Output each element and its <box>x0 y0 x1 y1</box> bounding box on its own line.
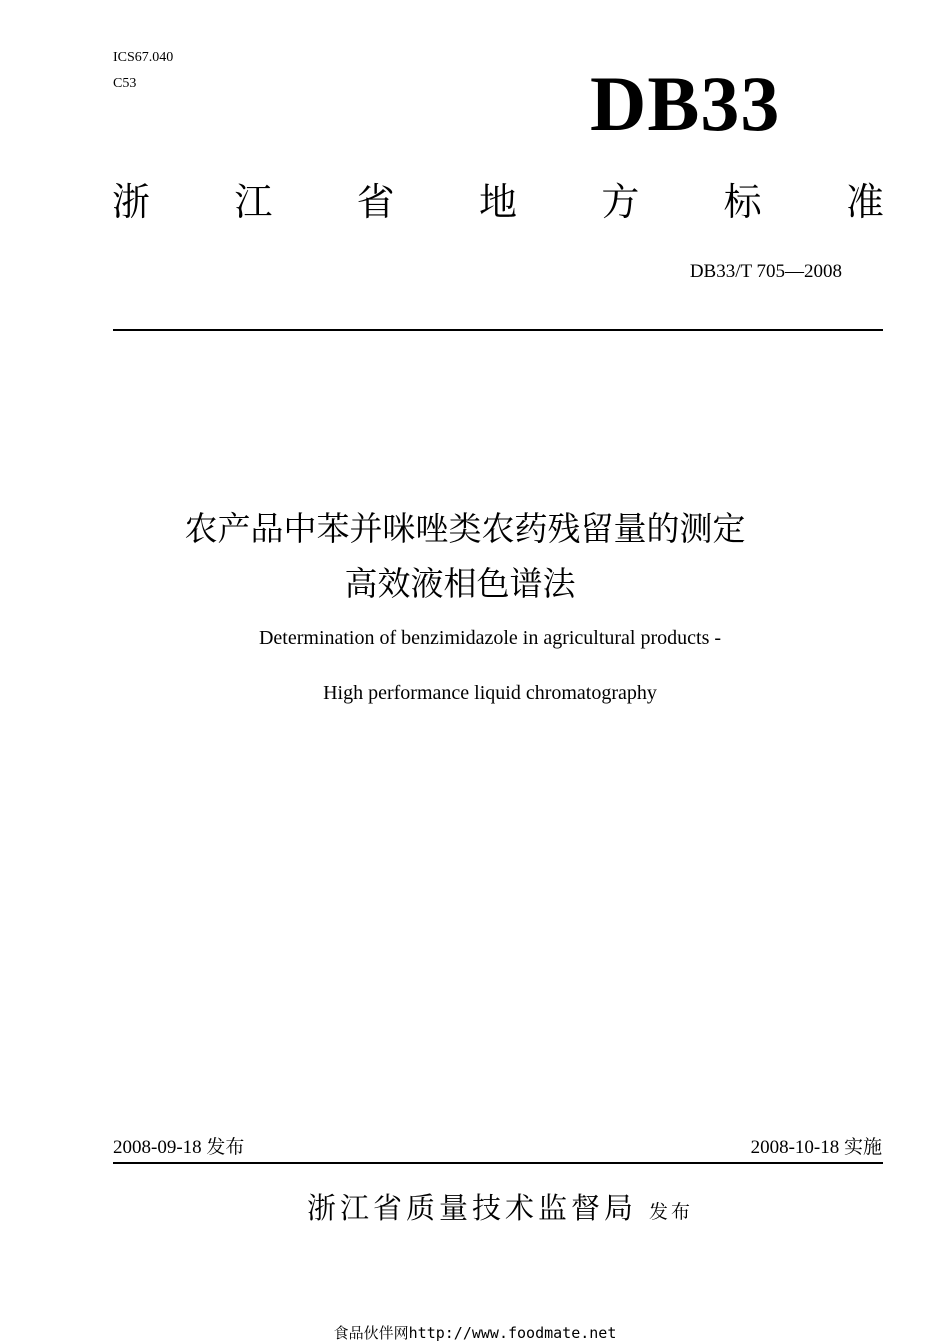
watermark-footer: 食品伙伴网http://www.foodmate.net <box>333 1324 617 1342</box>
title-cn-line1: 农产品中苯并咪唑类农药残留量的测定 <box>184 509 746 548</box>
category-char: 江 <box>234 180 273 224</box>
title-cn-line2: 高效液相色谱法 <box>344 564 576 603</box>
db33-logo: DB33 <box>590 60 781 147</box>
issue-date: 2008-09-18 <box>113 1137 202 1158</box>
footer-divider <box>113 1162 883 1164</box>
category-char: 方 <box>601 180 640 224</box>
implement-date: 2008-10-18 <box>750 1137 840 1158</box>
issuer-block <box>0 1188 950 1232</box>
issuer-action: 发布 <box>649 1201 694 1223</box>
category-char: 标 <box>723 180 762 224</box>
issue-date-block <box>113 1134 244 1161</box>
ics-code: ICS67.040 <box>113 50 174 65</box>
issuer-name: 浙江省质量技术监督局 <box>306 1191 637 1225</box>
implement-label: 实施 <box>843 1136 882 1158</box>
category-char: 准 <box>845 180 884 224</box>
ccs-code: C53 <box>113 76 137 91</box>
category-char: 省 <box>356 180 395 224</box>
standard-number: DB33/T 705—2008 <box>689 261 842 282</box>
title-en-line2: High performance liquid chromatography <box>323 682 657 704</box>
header-divider <box>113 329 883 331</box>
issue-label: 发布 <box>206 1136 245 1158</box>
implement-date-block <box>751 1134 882 1161</box>
category-char: 地 <box>478 180 517 224</box>
title-en-line1: Determination of benzimidazole in agricultural products - <box>258 627 722 649</box>
category-char: 浙 <box>112 180 151 224</box>
standard-category-title <box>112 172 884 232</box>
